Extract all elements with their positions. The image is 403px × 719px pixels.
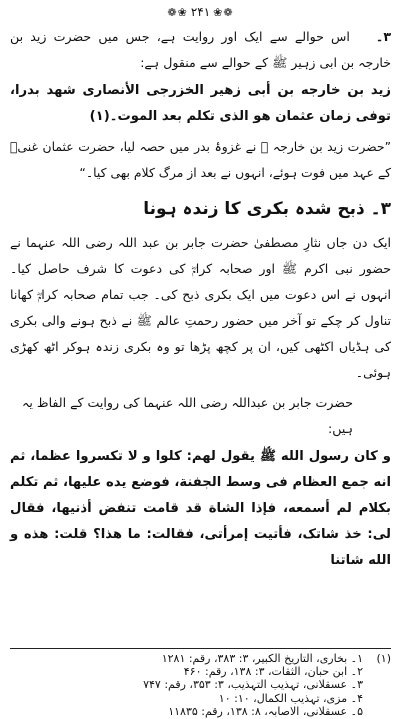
ornament-right: ❁❀ [213,5,234,19]
footnote-divider [10,648,391,649]
footnotes [10,652,391,718]
footnote-item: ۴۔ مزی، تہذیب الکمال، ۱۰: ۱۰ [218,691,363,705]
page-number: ۲۴۱ [190,5,211,19]
section-3-intro [10,24,391,76]
section-intro-text: اس حوالے سے ایک اور روایت ہے، جس میں حضرت زید بن خارجہ بن ابی زہیر ﷺ کے حوالے سے منقول ہے: [10,29,391,70]
body-paragraph: ایک دن جاں نثارِ مصطفیٰ حضرت جابر بن عبد اللہ رضی اللہ عنہما نے حضور نبی اکرم ﷺ اور صحابہ کرامؓ کی دعوت کا شرف حاصل کیا۔ انہوں نے اس دعوت میں ایک بکری ذبح کی۔ جب تمام صحابہ کرامؓ کھانا تناول کر چکے تو آخر میں حضور رحمتِ عالم ﷺ نے ذبح ہونے والی بکری کی ہڈیاں اکٹھی کیں، ان پر کچھ پڑھا تو وہ بکری زندہ ہوکر اٹھ کھڑی ہوئی۔ [10,235,391,380]
section-number: ۳۔ [375,29,391,44]
arabic-quote-1: زيد بن خارجه بن أبى زهير الخزرجى الأنصارى شهد بدرا، توفى زمان عثمان هو الذى تكلم بعد الموت۔(۱) [10,83,391,124]
section-heading: ۳۔ ذبح شدہ بکری کا زندہ ہونا [143,199,391,219]
narration-intro: حضرت جابر بن عبداللہ رضی اللہ عنہما کی روایت کے الفاظ یہ ہیں: [22,395,353,436]
footnote-marker: (۱) [376,652,391,665]
footnote-item: ۳۔ عسقلانی، تہذیب التہذیب، ۳: ۳۵۳، رقم: ۷۴۷ [143,678,363,692]
footnote-item: ۲۔ ابن حبان، الثقات، ۳: ۱۳۸، رقم: ۴۶۰ [183,665,363,679]
footnote-item: (۱) ۱۔ بخاری، التاریخ الکبیر، ۳: ۳۸۳، رقم: ۱۲۸۱ [161,652,391,665]
footnote-item: ۵۔ عسقلانی، الاصابہ، ۸: ۱۳۸، رقم: ۱۱۸۳۵ [168,704,363,718]
page-header [10,0,391,24]
ornament-left: ❀❁ [167,5,188,19]
translation-1: ”حضرت زید بن خارجہ ﷺ نے غزوۂ بدر میں حصہ لیا، حضرت عثمان غنیؓ کے عہد میں فوت ہوئے، انہوں نے بعد از مرگ کلام بھی کیا۔“ [10,139,391,180]
arabic-quote-2: و كان رسول الله ﷺ يقول لهم: كلوا و لا تكسروا عظما، ثم انه جمع العظام فى وسط الجفنة، فوضع يده عليها، ثم تكلم بكلام لم أسمعه، فإذا الشاة قد قامت تنفض أذنيها، فقال لى: خذ شاتک، فأتيت إمرأتى، فقالت: ما هذا؟ قلت: هذه و الله شاتنا [10,449,391,568]
